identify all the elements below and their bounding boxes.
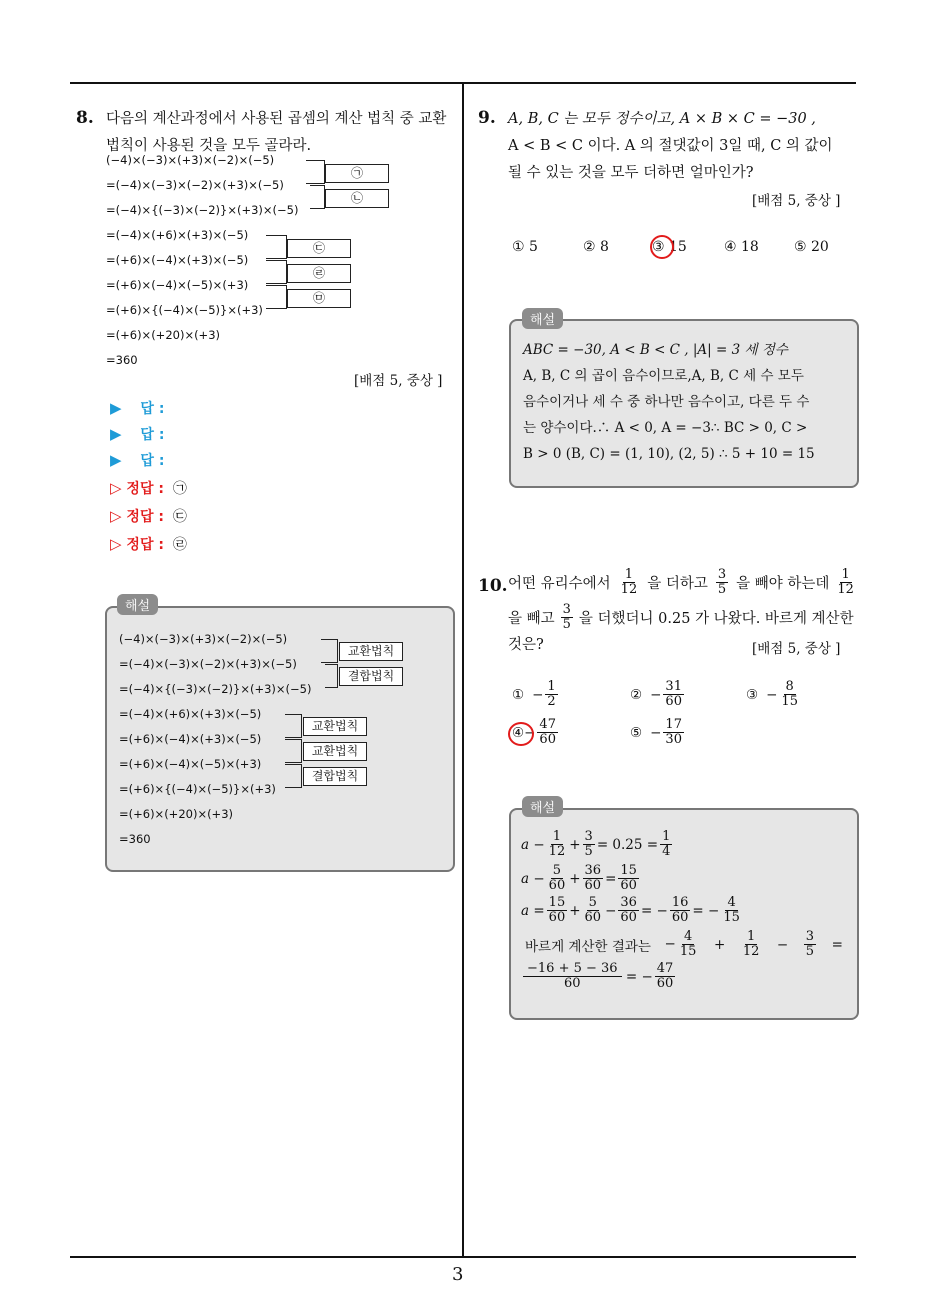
q8-exp-bracket-3 [285, 714, 302, 738]
q9-choice-3[interactable]: ③ 15 [652, 239, 687, 255]
selected-circle-mark [508, 722, 534, 746]
fraction: $\frac{1}{12}$ [837, 567, 854, 597]
q8-exp-bracket-2 [325, 664, 338, 688]
q8-mark-3: ㉢ [287, 239, 351, 258]
q10-exp-line-2: a − $\frac{5}{60}$ + $\frac{36}{60}$ = $\frac{15}{60}$ [521, 863, 637, 893]
q8-number: 8. [76, 108, 94, 128]
q8-exp-step-7: =(+6)×(+20)×(+3) [119, 807, 234, 821]
q10-text-1: 어떤 유리수에서 [508, 576, 611, 592]
q10-choice-2[interactable]: ② − $\frac{31}{60}$ [630, 679, 682, 709]
q9-line-1: A, B, C 는 모두 정수이고, A × B × C = −30 , [508, 111, 816, 127]
q8-step-0: (−4)×(−3)×(+3)×(−2)×(−5) [106, 153, 275, 167]
triangle-icon: ▶ [110, 425, 122, 443]
q9-explanation-panel [509, 319, 859, 488]
q10-exp-line-4: 바르게 계산한 결과는 − $\frac{4}{15}$ + $\frac{1}{12}$ − $\frac{3}{5}$ = [525, 929, 843, 959]
selected-circle-mark [650, 235, 674, 259]
correct-label: 정답 : [126, 509, 164, 525]
q8-exp-mark-4: 교환법칙 [303, 742, 367, 761]
q8-exp-step-0: (−4)×(−3)×(+3)×(−2)×(−5) [119, 632, 288, 646]
answer-label: 답 : [140, 453, 165, 469]
q8-exp-mark-3: 교환법칙 [303, 717, 367, 736]
q9-exp-line-4: 는 양수이다.∴ A < 0, A = −3∴ BC > 0, C > [523, 420, 808, 436]
q9-line-3: 될 수 있는 것을 모두 더하면 얼마인가? [508, 165, 754, 181]
fraction: $\frac{3}{5}$ [562, 602, 571, 632]
triangle-icon: ▶ [110, 451, 122, 469]
outline-triangle-icon: ▷ [110, 479, 122, 497]
q8-exp-step-5: =(+6)×(−4)×(−5)×(+3) [119, 757, 262, 771]
q10-text-4: 을 빼고 [508, 611, 555, 627]
center-divider [462, 82, 464, 1257]
q9-exp-line-2: A, B, C 의 곱이 음수이므로,A, B, C 세 수 모두 [523, 368, 804, 384]
q10-choice-4[interactable]: ④ − $\frac{47}{60}$ [512, 717, 556, 747]
q10-text-2: 을 더하고 [647, 576, 708, 592]
correct-value: ㉢ [172, 509, 187, 525]
q8-mark-1: ㉠ [325, 164, 389, 183]
q9-choice-2[interactable]: ② 8 [583, 239, 609, 255]
fraction: $\frac{3}{5}$ [717, 567, 727, 597]
q8-exp-step-1: =(−4)×(−3)×(−2)×(+3)×(−5) [119, 657, 297, 671]
q8-exp-bracket-5 [285, 764, 302, 788]
q8-exp-step-4: =(+6)×(−4)×(+3)×(−5) [119, 732, 262, 746]
choice-mark: ② [630, 686, 643, 703]
q8-bracket-1 [306, 160, 325, 184]
q8-exp-bracket-1 [321, 639, 338, 663]
q10-score: [배점 5, 중상 ] [752, 641, 841, 657]
q10-exp-line-1: a − $\frac{1}{12}$ + $\frac{3}{5}$ = 0.25 = $\frac{1}{4}$ [521, 829, 671, 859]
correct-label: 정답 : [126, 481, 164, 497]
q8-score: [배점 5, 중상 ] [354, 373, 443, 389]
q10-explanation-tab: 해설 [522, 796, 563, 817]
q9-exp-line-5: B > 0 (B, C) = (1, 10), (2, 5) ∴ 5 + 10 = 15 [523, 446, 815, 462]
q8-exp-mark-1: 교환법칙 [339, 642, 403, 661]
q8-explanation-panel [105, 606, 455, 872]
correct-value: ㉣ [172, 537, 187, 553]
q9-exp-line-3: 음수이거나 세 수 중 하나만 음수이고, 다른 두 수 [523, 394, 810, 410]
q10-number: 10. [478, 576, 508, 596]
q8-correct-row-3 [110, 534, 187, 554]
q9-choice-1[interactable]: ① 5 [512, 239, 538, 255]
choice-mark: ① [512, 686, 525, 703]
q8-mark-5: ㉤ [287, 289, 351, 308]
q8-answer-row-3 [110, 450, 164, 470]
answer-label: 답 : [140, 427, 165, 443]
q10-explanation-panel [509, 808, 859, 1020]
q8-mark-4: ㉣ [287, 264, 351, 283]
q8-mark-2: ㉡ [325, 189, 389, 208]
q10-exp-line-3: a = $\frac{15}{60}$ + $\frac{5}{60}$ − $\frac{36}{60}$ = − $\frac{16}{60}$ = − $\frac{4}{15}$ [521, 895, 740, 925]
q8-answer-row-1 [110, 398, 164, 418]
q8-step-5: =(+6)×(−4)×(−5)×(+3) [106, 278, 249, 292]
q8-bracket-3 [266, 235, 287, 259]
bottom-rule [70, 1256, 856, 1258]
choice-mark: ③ [746, 686, 759, 703]
triangle-icon: ▶ [110, 399, 122, 417]
q8-exp-mark-5: 결합법칙 [303, 767, 367, 786]
q8-step-1: =(−4)×(−3)×(−2)×(+3)×(−5) [106, 178, 284, 192]
q10-choice-1[interactable]: ① − $\frac{1}{2}$ [512, 679, 556, 709]
q10-choice-3[interactable]: ③ − $\frac{8}{15}$ [746, 679, 798, 709]
correct-value: ㉠ [172, 481, 187, 497]
q10-choice-5[interactable]: ⑤ − $\frac{17}{30}$ [630, 717, 682, 747]
q10-exp-text: 바르게 계산한 결과는 [525, 938, 651, 955]
q10-text-6: 것은? [508, 637, 544, 653]
q8-step-6: =(+6)×{(−4)×(−5)}×(+3) [106, 303, 263, 317]
q8-step-2: =(−4)×{(−3)×(−2)}×(+3)×(−5) [106, 203, 299, 217]
correct-label: 정답 : [126, 537, 164, 553]
q8-step-3: =(−4)×(+6)×(+3)×(−5) [106, 228, 249, 242]
q8-answer-row-2 [110, 424, 164, 444]
q8-exp-step-8: =360 [119, 832, 151, 846]
q8-bracket-5 [266, 285, 287, 309]
q8-exp-step-2: =(−4)×{(−3)×(−2)}×(+3)×(−5) [119, 682, 312, 696]
q8-exp-mark-2: 결합법칙 [339, 667, 403, 686]
q9-line-2: A < B < C 이다. A 의 절댓값이 3일 때, C 의 값이 [508, 138, 833, 154]
q9-choice-5[interactable]: ⑤ 20 [794, 239, 829, 255]
q9-exp-line-1: ABC = −30, A < B < C , |A| = 3 세 정수 [523, 342, 788, 358]
q10-line-2 [508, 603, 854, 632]
q9-choice-4[interactable]: ④ 18 [724, 239, 759, 255]
outline-triangle-icon: ▷ [110, 507, 122, 525]
q9-explanation-tab: 해설 [522, 308, 563, 329]
q8-text: 다음의 계산과정에서 사용된 곱셈의 계산 법칙 중 교환법칙이 사용된 것을 모두 골라라. [106, 111, 447, 154]
choice-mark: ④ [512, 724, 525, 741]
page-number: 3 [452, 1264, 464, 1285]
q8-explanation-tab: 해설 [117, 594, 158, 615]
q8-correct-row-1 [110, 478, 187, 498]
q8-step-7: =(+6)×(+20)×(+3) [106, 328, 221, 342]
q8-step-8: =360 [106, 353, 138, 367]
q8-bracket-4 [266, 260, 287, 284]
q9-number: 9. [478, 108, 496, 128]
choice-mark: ⑤ [630, 724, 643, 741]
answer-label: 답 : [140, 401, 165, 417]
q10-text-3: 을 빼야 하는데 [736, 576, 830, 592]
q8-correct-row-2 [110, 506, 187, 526]
q10-text-5: 을 더했더니 0.25 가 나왔다. 바르게 계산한 [578, 611, 854, 627]
q10-line-1 [508, 568, 862, 597]
q8-exp-step-3: =(−4)×(+6)×(+3)×(−5) [119, 707, 262, 721]
q8-exp-bracket-4 [285, 739, 302, 763]
q10-exp-line-5: $\frac{-16 + 5 - 36}{60}$ = − $\frac{47}{60}$ [523, 962, 677, 991]
q9-score: [배점 5, 중상 ] [752, 193, 841, 209]
q8-bracket-2 [310, 185, 325, 209]
q8-exp-step-6: =(+6)×{(−4)×(−5)}×(+3) [119, 782, 276, 796]
fraction: $\frac{1}{12}$ [620, 567, 638, 597]
q8-step-4: =(+6)×(−4)×(+3)×(−5) [106, 253, 249, 267]
outline-triangle-icon: ▷ [110, 535, 122, 553]
